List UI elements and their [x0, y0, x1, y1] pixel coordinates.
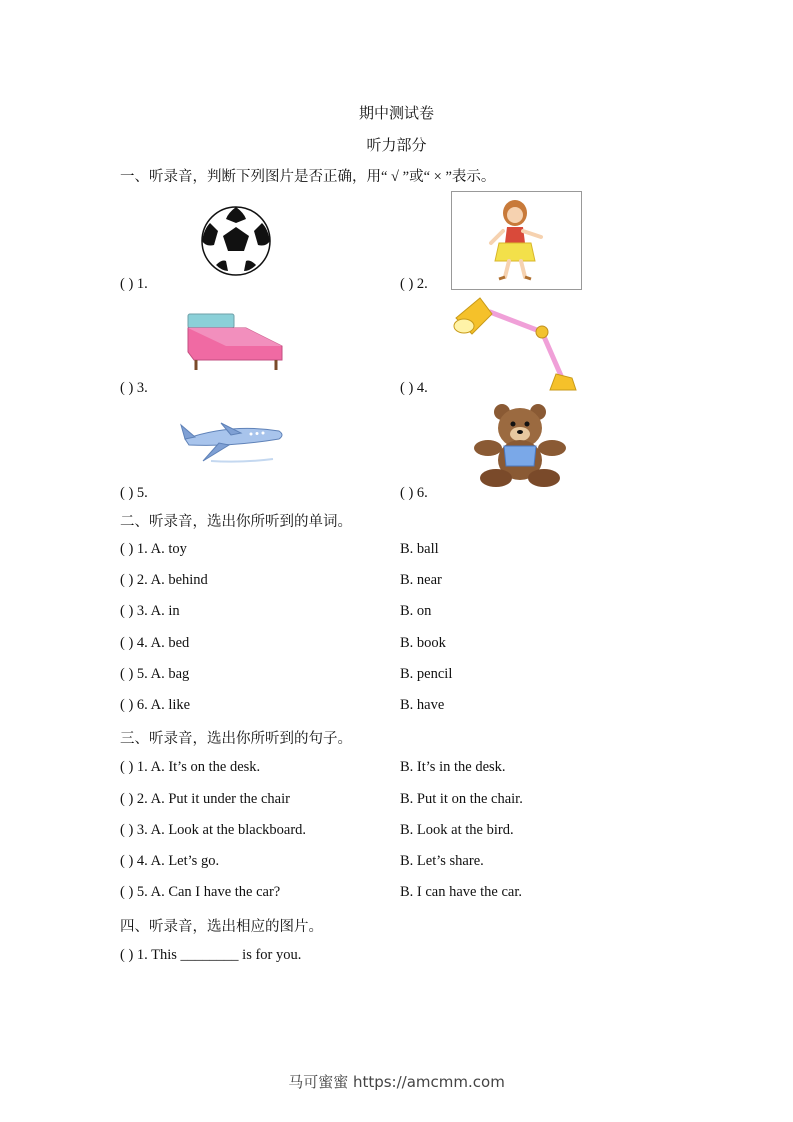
page-title: 期中测试卷 [358, 106, 434, 122]
part2-item-6-a: ( ) 6. A. like [120, 697, 191, 713]
girl-dancing-icon [451, 191, 582, 290]
part2-item-3-b: B. on [400, 603, 432, 619]
part2-item-1-a: ( ) 1. A. toy [120, 541, 187, 557]
desk-lamp-icon [450, 294, 582, 394]
teddy-bear-icon [472, 402, 568, 488]
part3-heading: 三、听录音，选出你所听到的句子。 [120, 731, 352, 747]
part1-heading: 一、听录音，判断下列图片是否正确，用“ √ ”或“ × ”表示。 [120, 169, 496, 185]
part1-item-6: ( ) 6. [400, 485, 428, 501]
part3-item-3-a: ( ) 3. A. Look at the blackboard. [120, 822, 307, 838]
part2-item-5-a: ( ) 5. A. bag [120, 666, 190, 682]
part3-item-5-a: ( ) 5. A. Can I have the car? [120, 884, 281, 900]
part3-item-4-a: ( ) 4. A. Let’s go. [120, 853, 220, 869]
part1-item-1: ( ) 1. [120, 276, 148, 292]
part3-item-2-a: ( ) 2. A. Put it under the chair [120, 791, 290, 807]
page-subtitle: 听力部分 [366, 138, 427, 154]
soccer-ball-icon [200, 205, 272, 277]
part3-item-1-a: ( ) 1. A. It’s on the desk. [120, 759, 261, 775]
airplane-icon [181, 417, 285, 467]
part1-item-2: ( ) 2. [400, 276, 428, 292]
part4-heading: 四、听录音，选出相应的图片。 [120, 919, 323, 935]
part3-item-1-b: B. It’s in the desk. [400, 759, 506, 775]
part1-item-5: ( ) 5. [120, 485, 148, 501]
part2-item-1-b: B. ball [400, 541, 439, 557]
part2-heading: 二、听录音，选出你所听到的单词。 [120, 514, 352, 530]
part2-item-4-a: ( ) 4. A. bed [120, 635, 190, 651]
part2-item-4-b: B. book [400, 635, 446, 651]
part3-item-2-b: B. Put it on the chair. [400, 791, 523, 807]
part2-item-5-b: B. pencil [400, 666, 453, 682]
part1-item-4: ( ) 4. [400, 380, 428, 396]
part2-item-2-a: ( ) 2. A. behind [120, 572, 208, 588]
part1-item-3: ( ) 3. [120, 380, 148, 396]
footer-watermark: 马可蜜蜜 https://amcmm.com [288, 1073, 505, 1091]
part2-item-6-b: B. have [400, 697, 445, 713]
part3-item-3-b: B. Look at the bird. [400, 822, 514, 838]
part3-item-4-b: B. Let’s share. [400, 853, 484, 869]
bed-icon [186, 312, 284, 372]
part2-item-2-b: B. near [400, 572, 442, 588]
part2-item-3-a: ( ) 3. A. in [120, 603, 180, 619]
part3-item-5-b: B. I can have the car. [400, 884, 522, 900]
part4-item-1: ( ) 1. This ________ is for you. [120, 947, 302, 963]
